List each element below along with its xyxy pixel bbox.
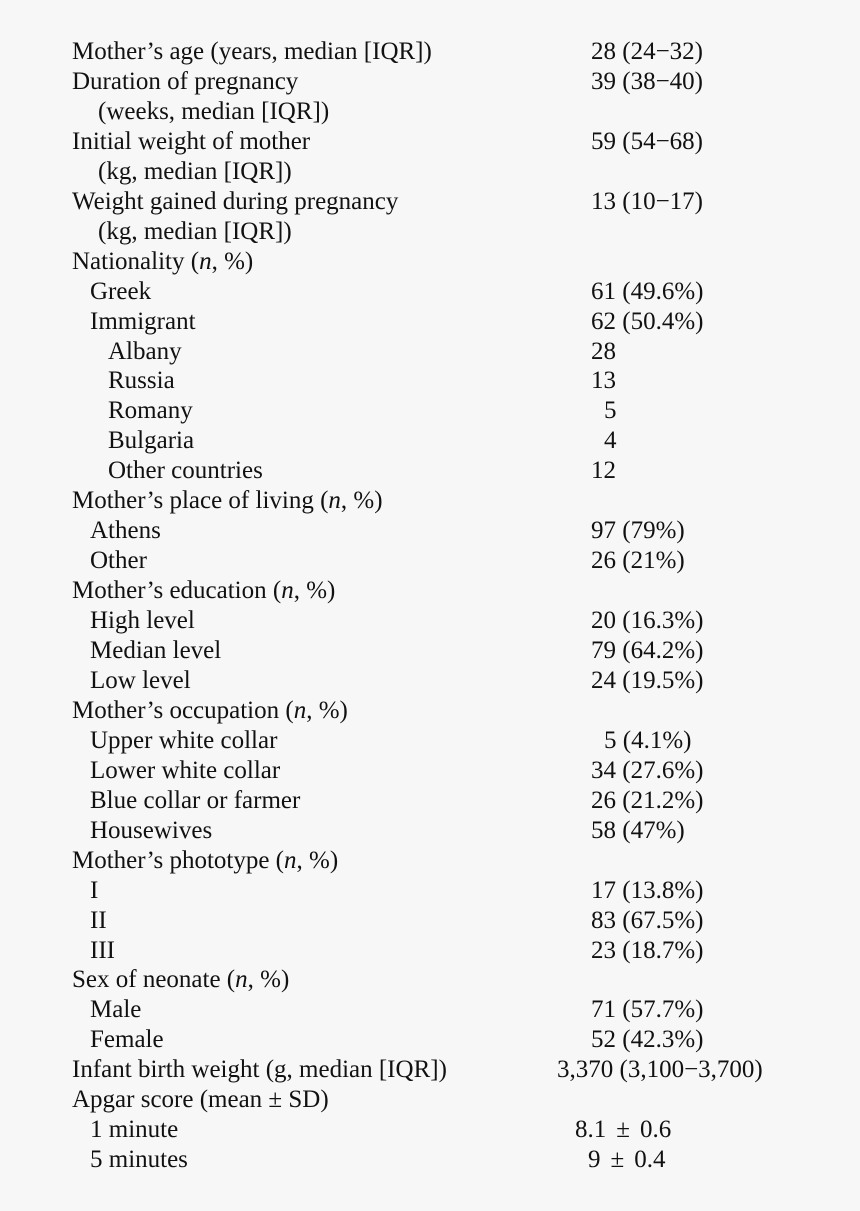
- table-row: [0, 546, 860, 576]
- table-row: [0, 606, 860, 636]
- row-label: Mother’s education (n, %): [72, 577, 336, 605]
- table-row: [0, 636, 860, 666]
- row-label: Bulgaria: [108, 427, 195, 455]
- table-row: [0, 97, 860, 127]
- row-label: Apgar score (mean ± SD): [72, 1086, 329, 1114]
- row-label: Romany: [108, 397, 193, 425]
- table-row: [0, 516, 860, 546]
- row-value: 8.1 ± 0.6: [575, 1116, 672, 1144]
- row-label: Infant birth weight (g, median [IQR]): [72, 1056, 447, 1084]
- table-row: [0, 696, 860, 726]
- row-label: Albany: [108, 337, 182, 365]
- row-label: Weight gained during pregnancy: [72, 187, 399, 215]
- row-value: 12: [591, 457, 616, 485]
- row-value: 17 (13.8%): [591, 876, 704, 904]
- row-value: 79 (64.2%): [591, 637, 704, 664]
- row-label: Other countries: [108, 457, 263, 485]
- table-row: [0, 576, 860, 606]
- row-label: Housewives: [90, 816, 213, 844]
- table-row: [0, 846, 860, 876]
- table-row: [0, 157, 860, 187]
- row-value: 59 (54−68): [591, 127, 703, 155]
- row-label: III: [90, 936, 115, 964]
- row-label: High level: [90, 607, 195, 635]
- table-row: [0, 995, 860, 1025]
- row-value: 5 (4.1%): [604, 726, 692, 754]
- table-row: [0, 67, 860, 97]
- row-label: Sex of neonate (n, %): [72, 966, 290, 994]
- table-row: [0, 876, 860, 906]
- row-value: 13 (10−17): [591, 187, 703, 215]
- row-value: 34 (27.6%): [591, 756, 704, 784]
- row-value: 3,370 (3,100−3,700): [557, 1056, 763, 1084]
- row-value: 39 (38−40): [591, 67, 703, 95]
- row-label: Male: [90, 996, 142, 1024]
- row-value: 58 (47%): [591, 816, 685, 844]
- row-value: 71 (57.7%): [591, 996, 704, 1024]
- table-row: [0, 1145, 860, 1175]
- row-value: 26 (21.2%): [591, 786, 704, 814]
- table-row: [0, 366, 860, 396]
- table-row: [0, 756, 860, 786]
- table-row: [0, 307, 860, 337]
- table-row: [0, 187, 860, 217]
- row-label: Other: [90, 547, 147, 575]
- table-row: [0, 486, 860, 516]
- row-label: I: [90, 876, 99, 904]
- table-row: [0, 37, 860, 67]
- row-label: Low level: [90, 666, 191, 694]
- row-label: Blue collar or farmer: [90, 786, 301, 814]
- row-value: 4: [604, 427, 617, 455]
- row-value: 28 (24−32): [591, 38, 703, 65]
- row-label: Mother’s phototype (n, %): [72, 846, 339, 874]
- row-label: Upper white collar: [90, 726, 278, 754]
- table-row: [0, 1055, 860, 1085]
- row-label: Nationality (n, %): [72, 247, 254, 275]
- table-row: [0, 936, 860, 966]
- row-value: 9 ± 0.4: [588, 1146, 666, 1174]
- row-label: Median level: [90, 637, 222, 664]
- table-row: [0, 1115, 860, 1145]
- row-label: (kg, median [IQR]): [98, 157, 292, 185]
- row-value: 97 (79%): [591, 517, 685, 545]
- row-value: 23 (18.7%): [591, 936, 704, 964]
- table-row: [0, 906, 860, 936]
- table-row: [0, 247, 860, 277]
- row-label: 1 minute: [90, 1116, 179, 1144]
- row-label: (weeks, median [IQR]): [98, 97, 330, 125]
- row-value: 20 (16.3%): [591, 607, 704, 635]
- table-row: [0, 816, 860, 846]
- row-value: 83 (67.5%): [591, 906, 704, 934]
- row-label: II: [90, 906, 107, 934]
- row-label: (kg, median [IQR]): [98, 217, 292, 245]
- row-label: Greek: [90, 277, 152, 305]
- table-row: [0, 1085, 860, 1115]
- row-label: Mother’s age (years, median [IQR]): [72, 38, 432, 65]
- table-row: [0, 277, 860, 307]
- table-row: [0, 1025, 860, 1055]
- table-row: [0, 456, 860, 486]
- row-label: Duration of pregnancy: [72, 67, 299, 95]
- table-row: [0, 396, 860, 426]
- row-label: Initial weight of mother: [72, 127, 311, 155]
- row-label: 5 minutes: [90, 1146, 188, 1174]
- table-row: [0, 965, 860, 995]
- row-value: 5: [604, 397, 617, 425]
- table-row: [0, 127, 860, 157]
- row-value: 61 (49.6%): [591, 277, 704, 305]
- row-label: Russia: [108, 367, 175, 395]
- row-label: Immigrant: [90, 307, 196, 335]
- row-value: 13: [591, 367, 616, 395]
- row-label: Athens: [90, 517, 161, 545]
- row-label: Mother’s occupation (n, %): [72, 696, 348, 724]
- row-label: Female: [90, 1026, 164, 1054]
- row-value: 52 (42.3%): [591, 1026, 704, 1054]
- table-row: [0, 426, 860, 456]
- table-row: [0, 726, 860, 756]
- table-row: [0, 666, 860, 696]
- row-value: 24 (19.5%): [591, 666, 704, 694]
- table-row: [0, 217, 860, 247]
- row-value: 28: [591, 337, 616, 365]
- row-label: Mother’s place of living (n, %): [72, 487, 383, 515]
- row-value: 26 (21%): [591, 547, 685, 575]
- table-row: [0, 786, 860, 816]
- row-value: 62 (50.4%): [591, 307, 704, 335]
- table-row: [0, 337, 860, 367]
- row-label: Lower white collar: [90, 756, 281, 784]
